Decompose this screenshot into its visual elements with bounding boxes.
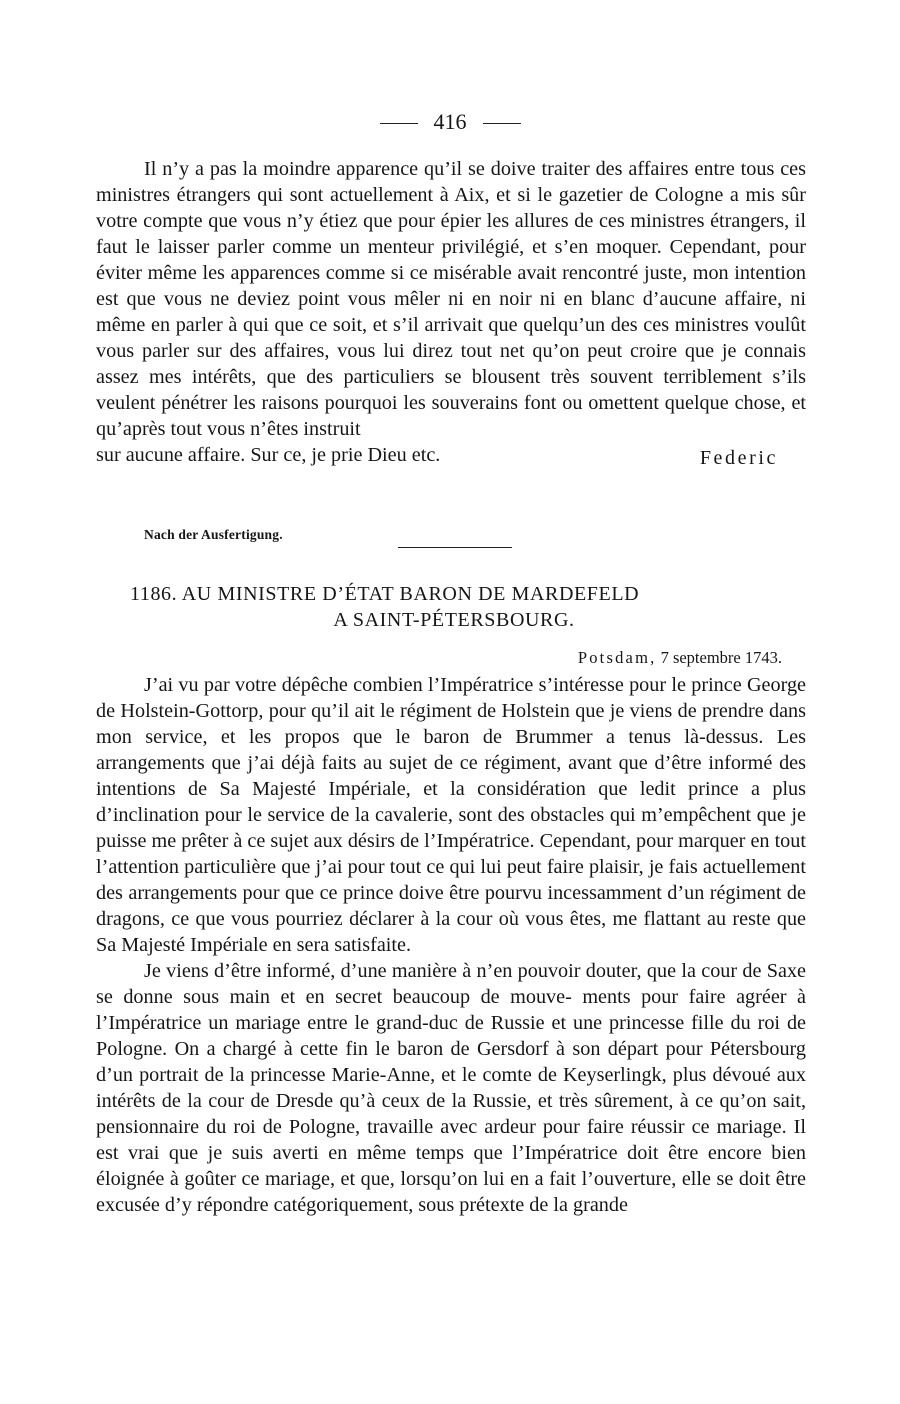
text-line: de la princesse Marie-Anne, et le comte de Keyserlingk, plus dévoué: [204, 1064, 771, 1086]
text-line: ments pour faire agréer à l’Impératrice un mariage entre le grand-duc: [96, 986, 806, 1034]
text-line: font ou omettent quelque chose, et qu’après tout vous n’êtes instruit: [96, 392, 807, 440]
dateline-place: Potsdam,: [577, 648, 657, 667]
text-line: sûrement, à ce qu’on sait, pensionnaire du roi de Pologne, travaille avec: [96, 1090, 807, 1138]
page-number: 416: [433, 109, 467, 134]
text-line: intention est que vous ne deviez point vous mêler ni en noir ni en: [96, 262, 807, 310]
text-line: J’ai vu par votre dépêche combien l’Impératrice s’intéresse pour le: [144, 674, 686, 696]
signature: Federic: [699, 447, 778, 469]
text-line: ce mariage, et que, lorsqu’on lui en a fait l’ouverture, elle se doit être: [241, 1168, 806, 1190]
text-line: Je viens d’être informé, d’une manière à n’en pouvoir douter, que: [144, 960, 677, 982]
letter-1186-body: [96, 672, 806, 1218]
text-line: que je puisse me prêter à ce sujet aux désirs de l’Impératrice.: [96, 804, 806, 852]
text-line: même temps que l’Impératrice doit être encore bien éloignée à goûter: [96, 1142, 807, 1190]
text-line: assez mes intérêts, que des particuliers se blousent très souvent: [96, 366, 653, 388]
closing-line: [96, 442, 806, 468]
text-line: sujet de ce régiment, avant que d’être informé des intentions de Sa: [96, 752, 807, 800]
letter-1185-body: [96, 156, 806, 468]
text-line: flattant au reste que Sa Majesté Impériale en sera satisfaite.: [96, 908, 807, 956]
text-line: Il n’y a pas la moindre apparence qu’il se doive traiter des affaires: [144, 158, 689, 180]
text-line: blanc d’aucune affaire, ni même en parler à qui que ce soit, et s’il: [96, 288, 806, 336]
text-line: aux intérêts de la cour de Dresde qu’à ceux de la Russie, et très: [96, 1064, 806, 1112]
body-paragraph: [96, 156, 806, 442]
text-line: pour épier les allures de ces ministres étrangers, il faut le laisser parler: [96, 210, 806, 258]
text-line: la cour de Saxe se donne sous main et en secret beaucoup de mouve-: [96, 960, 807, 1008]
page-header: [0, 108, 900, 136]
text-line: excusée d’y répondre catégoriquement, sous prétexte de la grande: [96, 1194, 628, 1216]
text-line: même les apparences comme si ce misérable avait rencontré juste, mon: [147, 262, 729, 284]
text-line: tout ce qui lui peut faire plaisir, je fais actuellement des arrangements: [96, 856, 807, 904]
closing-text: sur aucune affaire. Sur ce, je prie Dieu etc.: [96, 444, 441, 466]
text-line: affaires, vous lui direz tout net qu’on peut croire que je connais: [264, 340, 806, 362]
title-line-2: A SAINT-PÉTERSBOURG.: [333, 609, 575, 631]
text-line: Majesté Impériale, et la considération que ledit prince a plus d’inclination: [96, 778, 807, 826]
text-line: terriblement s’ils veulent pénétrer les raisons pourquoi les souverains: [96, 366, 806, 414]
letter-1186-title: [96, 581, 806, 633]
header-rule-left: [380, 123, 418, 124]
text-line: dragons, ce que vous pourriez déclarer à la cour où vous êtes, me: [96, 908, 638, 930]
header-rule-right: [483, 123, 521, 124]
text-line: arrivait que quelqu’un des ces ministres voulût vous parler sur des: [96, 314, 807, 362]
text-line: fin le baron de Gersdorf à son départ pour Pétersbourg d’un portrait: [96, 1038, 807, 1086]
text-line: entre tous ces ministres étrangers qui sont actuellement à Aix, et si le: [96, 158, 806, 206]
source-note: Nach der Ausfertigung.: [144, 527, 283, 542]
text-line: gazetier de Cologne a mis sûr votre compte que vous n’y étiez que: [96, 184, 806, 232]
text-line: comme un menteur privilégié, et s’en moquer. Cependant, pour éviter: [96, 236, 806, 284]
body-paragraph-1: [96, 672, 806, 958]
text-line: que je viens de prendre dans mon service, et les propos que le baron: [96, 700, 807, 748]
text-line: pour que ce prince doive être pourvu incessamment d’un régiment de: [242, 882, 806, 904]
text-line: Cependant, pour marquer en tout l’attention particulière que j’ai pour: [96, 830, 806, 878]
section-divider: [398, 547, 512, 548]
text-line: ardeur pour faire réussir ce mariage. Il est vrai que je suis averti en: [96, 1116, 806, 1164]
text-line: pour le service de la cavalerie, sont des obstacles qui m’empêchent: [204, 804, 752, 826]
title-line-1: 1186. AU MINISTRE D’ÉTAT BARON DE MARDEFELD: [130, 583, 640, 605]
text-line: prince George de Holstein-Gottorp, pour qu’il ait le régiment de Holstein: [96, 674, 807, 722]
text-line: de Brummer a tenus là-dessus. Les arrangements que j’ai déjà faits au: [96, 726, 806, 774]
dateline-date: 7 septembre 1743.: [660, 648, 782, 667]
body-paragraph-2: [96, 958, 806, 1218]
dateline: [578, 648, 782, 668]
text-line: de Russie et une princesse fille du roi de Pologne. On a chargé à cette: [96, 1012, 806, 1060]
